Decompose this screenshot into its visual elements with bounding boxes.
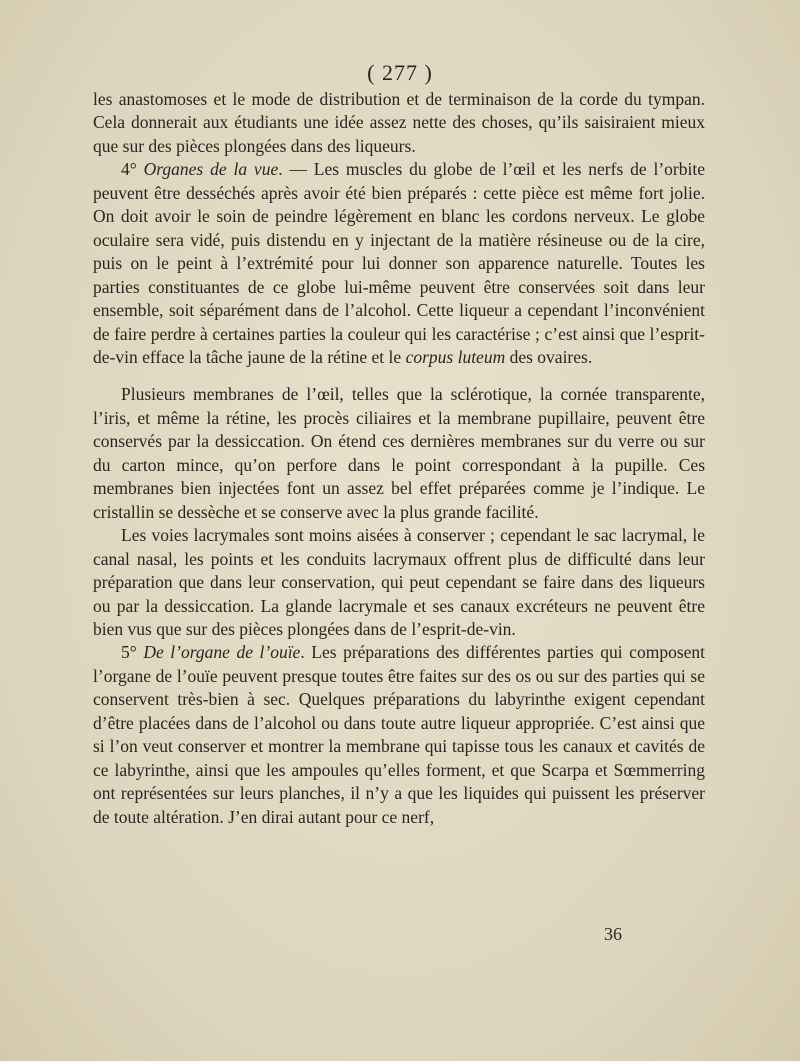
- text-run: . — Les muscles du globe de l’œil et les nerfs de l’orbite peuvent être desséchés après avoir été bien préparés : cette pièce est même fort jolie. On doit avoir le soin de peindre légèrement en blanc les cordons nerveux. Le globe oculaire sera vidé, puis distendu en y injectant de la matière résineuse ou de la cire, puis on le peint à l’extrémité pour lui donner son apparence naturelle. Toutes les parties constituantes de ce globe lui-même peuvent être conservées soit dans leur ensemble, soit séparément dans de l’alcohol. Cette liqueur a cependant l’inconvénient de faire perdre à certaines parties la couleur qui les caractérise ; c’est ainsi que l’esprit-de-vin efface la tâche jaune de la rétine et le: [93, 159, 705, 367]
- paragraph: [93, 88, 705, 158]
- paragraph: [93, 524, 705, 641]
- italic-run: De l’organe de l’ouïe: [143, 642, 301, 663]
- page-number: ( 277 ): [367, 60, 433, 85]
- italic-run: corpus luteum: [405, 346, 506, 367]
- text-run: . Les préparations des différentes parties qui composent l’organe de l’ouïe peuvent presque toutes être faites sur des os ou sur des parties qui se conservent très-bien à sec. Quelques préparations du labyrinthe exigent cependant d’être placées dans de l’alcohol ou dans toute autre liqueur appropriée. C’est ainsi que si l’on veut conserver et montrer la membrane qui tapisse tous les canaux et cavités de ce labyrinthe, ainsi que les ampoules qu’elles forment, et que Scarpa et Sœmmerring ont représentées sur leurs planches, il n’y a que les liquides qui puissent les préserver de toute altération. J’en dirai autant pour ce nerf,: [93, 642, 706, 827]
- paragraph: [93, 383, 705, 524]
- text-run: 5°: [121, 642, 144, 663]
- body-text: [93, 88, 705, 829]
- text-run: Les voies lacrymales sont moins aisées à conserver ; cependant le sac lacrymal, le canal nasal, les points et les conduits lacrymaux offrent plus de difficulté dans leur préparation que dans leur conservation, qui peut cependant se faire dans des liqueurs ou par la dessiccation. La glande lacrymale et ses canaux excréteurs ne peuvent être bien vus que sur des pièces plongées dans de l’esprit-de-vin.: [93, 525, 705, 639]
- text-run: des ovaires.: [505, 346, 593, 367]
- text-run: Plusieurs membranes de l’œil, telles que la sclérotique, la cornée transparente, l’iris, et même la rétine, les procès ciliaires et la membrane pupillaire, peuvent être conservés par la dessiccation. On étend ces dernières membranes sur du verre ou sur du carton mince, qu’on perfore dans le point correspondant à la pupille. Ces membranes bien injectées font un assez bel effet préparées comme je l’indique. Le cristallin se dessèche et se conserve avec la plus grande facilité.: [93, 384, 705, 522]
- signature-mark: 36: [604, 924, 622, 944]
- text-run: 4°: [121, 159, 144, 180]
- italic-run: Organes de la vue: [143, 159, 279, 180]
- paragraph: [93, 641, 705, 829]
- text-run: les anastomoses et le mode de distribution et de terminaison de la corde du tympan. Cela donnerait aux étudiants une idée assez nette des choses, qu’ils saisiraient mieux que sur des pièces plongées dans des liqueurs.: [93, 89, 705, 156]
- paragraph: [93, 158, 705, 369]
